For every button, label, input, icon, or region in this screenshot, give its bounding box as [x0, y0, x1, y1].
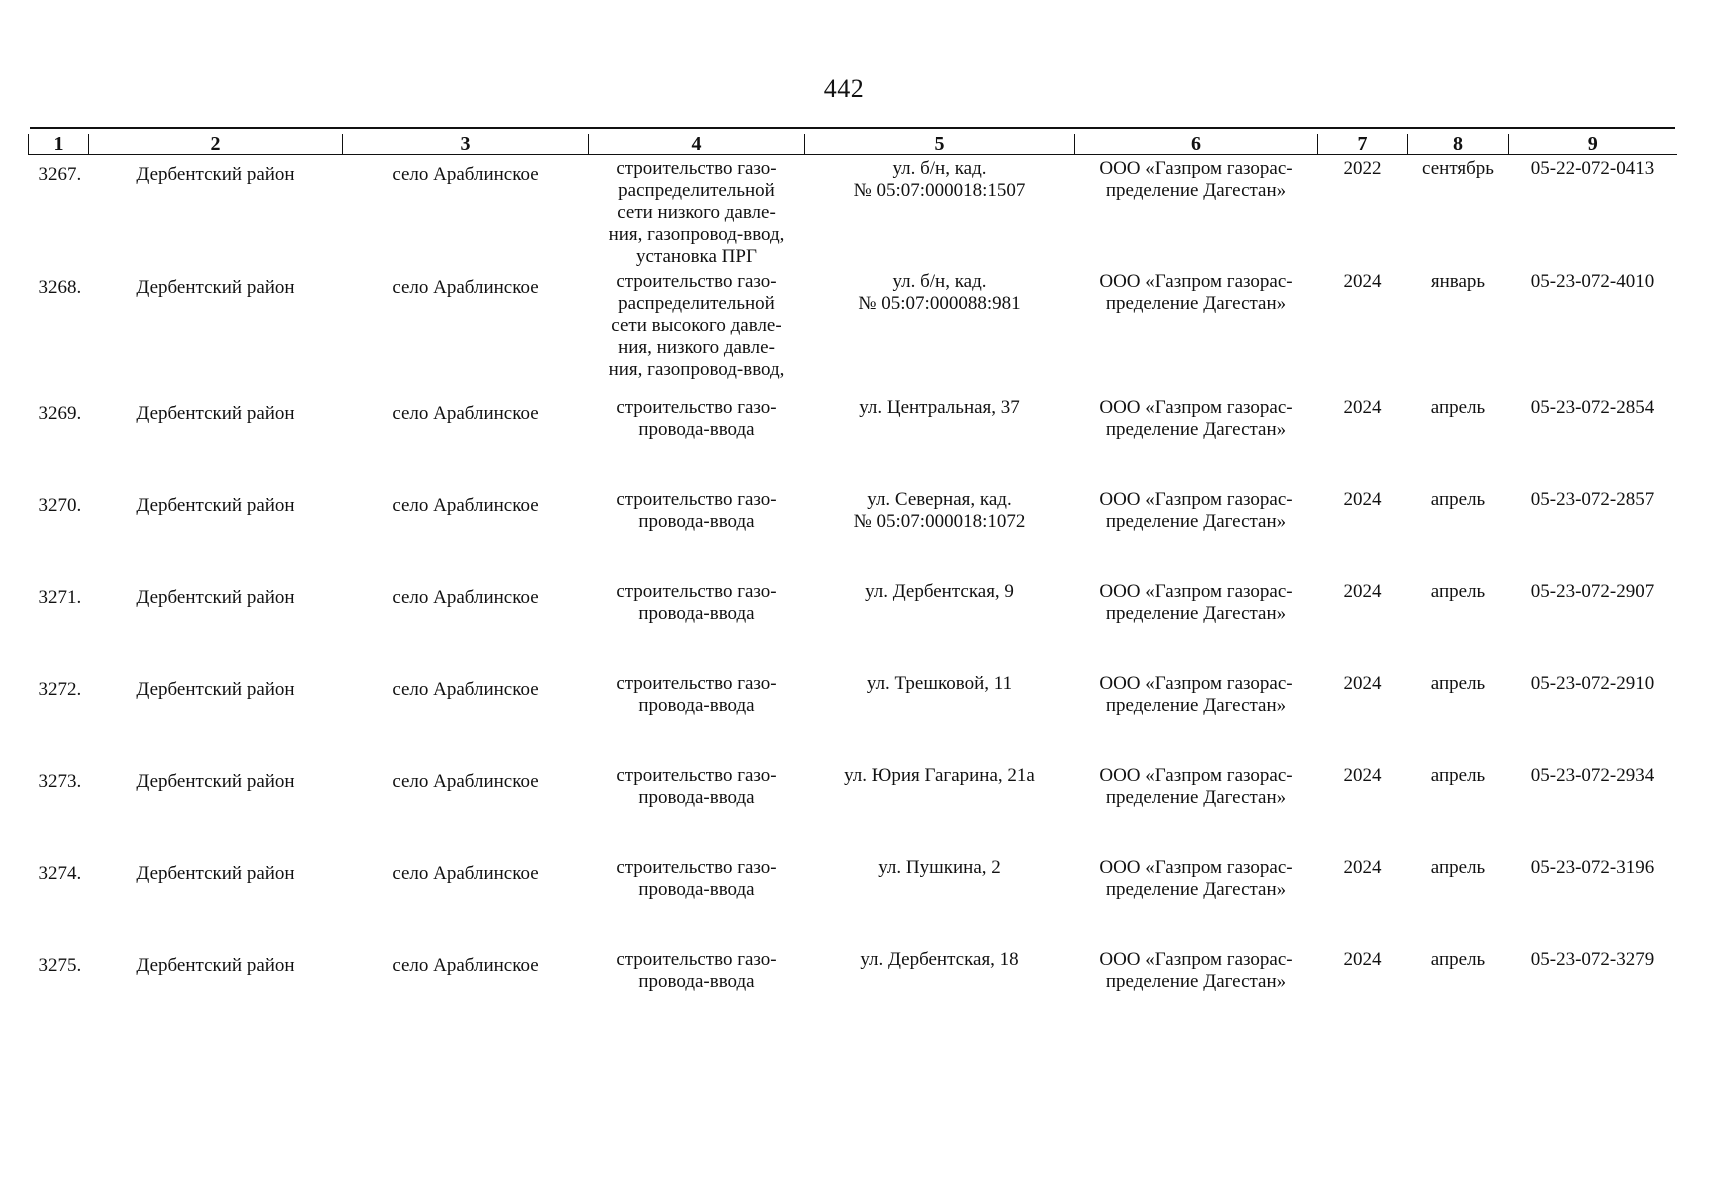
locality-cell-line: село Араблинское [392, 863, 539, 884]
row-number [29, 946, 89, 1038]
register-table [28, 134, 1677, 1038]
address-cell-line: ул. Дербентская, 9 [865, 581, 1014, 602]
code-cell [1509, 268, 1677, 394]
district-cell [89, 946, 343, 1038]
locality-cell-line: село Араблинское [392, 955, 539, 976]
year-cell [1318, 578, 1408, 670]
year-cell [1318, 155, 1408, 269]
address-cell [805, 268, 1075, 394]
work-description-cell [589, 486, 805, 578]
work-description-cell [589, 854, 805, 946]
district-cell-line: Дербентский район [136, 771, 295, 792]
code-cell [1509, 854, 1677, 946]
work-description-cell-line: строительство газо- [616, 949, 777, 970]
column-header-5: 5 [805, 134, 1075, 155]
row-number-line: 3271. [38, 587, 82, 608]
code-cell [1509, 486, 1677, 578]
locality-cell-line: село Араблинское [392, 277, 539, 298]
year-cell-line: 2024 [1343, 857, 1382, 878]
row-number-line: 3275. [38, 955, 82, 976]
organization-cell-line: ООО «Газпром газорас- [1099, 397, 1293, 418]
work-description-cell-line: ния, низкого давле- [618, 337, 775, 358]
month-cell [1408, 946, 1509, 1038]
address-cell [805, 578, 1075, 670]
work-description-cell [589, 670, 805, 762]
address-cell-line: ул. б/н, кад. [892, 158, 987, 179]
locality-cell [343, 670, 589, 762]
locality-cell [343, 578, 589, 670]
work-description-cell-line: провода-ввода [638, 695, 755, 716]
locality-cell [343, 155, 589, 269]
organization-cell-line: ООО «Газпром газорас- [1099, 489, 1293, 510]
work-description-cell-line: строительство газо- [616, 397, 777, 418]
organization-cell-line: пределение Дагестан» [1105, 879, 1287, 900]
table-row [29, 670, 1677, 762]
work-description-cell [589, 394, 805, 486]
address-cell [805, 762, 1075, 854]
organization-cell-line: пределение Дагестан» [1105, 787, 1287, 808]
organization-cell-line: пределение Дагестан» [1105, 603, 1287, 624]
year-cell [1318, 670, 1408, 762]
year-cell-line: 2024 [1343, 489, 1382, 510]
row-number-line: 3269. [38, 403, 82, 424]
organization-cell-line: ООО «Газпром газорас- [1099, 673, 1293, 694]
row-number [29, 394, 89, 486]
district-cell [89, 155, 343, 269]
code-cell-line: 05-23-072-2910 [1530, 673, 1655, 694]
code-cell [1509, 394, 1677, 486]
district-cell-line: Дербентский район [136, 679, 295, 700]
address-cell-line: № 05:07:000088:981 [858, 293, 1021, 314]
district-cell [89, 670, 343, 762]
header-rule [30, 127, 1675, 129]
locality-cell-line: село Араблинское [392, 164, 539, 185]
organization-cell [1075, 268, 1318, 394]
locality-cell-line: село Араблинское [392, 495, 539, 516]
row-number [29, 268, 89, 394]
work-description-cell-line: сети высокого давле- [611, 315, 782, 336]
organization-cell [1075, 578, 1318, 670]
code-cell [1509, 946, 1677, 1038]
organization-cell-line: ООО «Газпром газорас- [1099, 158, 1293, 179]
organization-cell [1075, 394, 1318, 486]
year-cell [1318, 762, 1408, 854]
work-description-cell [589, 155, 805, 269]
code-cell-line: 05-23-072-3196 [1530, 857, 1655, 878]
work-description-cell-line: строительство газо- [616, 857, 777, 878]
code-cell-line: 05-23-072-3279 [1530, 949, 1655, 970]
row-number [29, 762, 89, 854]
address-cell [805, 486, 1075, 578]
month-cell [1408, 578, 1509, 670]
month-cell [1408, 762, 1509, 854]
year-cell [1318, 486, 1408, 578]
organization-cell [1075, 486, 1318, 578]
table-row [29, 578, 1677, 670]
address-cell-line: ул. Трешковой, 11 [866, 673, 1013, 694]
locality-cell [343, 394, 589, 486]
locality-cell [343, 762, 589, 854]
year-cell-line: 2024 [1343, 949, 1382, 970]
locality-cell [343, 486, 589, 578]
organization-cell-line: пределение Дагестан» [1105, 695, 1287, 716]
column-header-1: 1 [29, 134, 89, 155]
address-cell-line: ул. б/н, кад. [892, 271, 987, 292]
table-row [29, 394, 1677, 486]
code-cell [1509, 578, 1677, 670]
work-description-cell-line: строительство газо- [616, 271, 777, 292]
work-description-cell [589, 578, 805, 670]
code-cell-line: 05-23-072-2857 [1530, 489, 1655, 510]
code-cell-line: 05-23-072-2934 [1530, 765, 1655, 786]
address-cell-line: № 05:07:000018:1072 [853, 511, 1026, 532]
work-description-cell-line: провода-ввода [638, 787, 755, 808]
month-cell-line: апрель [1430, 673, 1486, 694]
month-cell-line: апрель [1430, 581, 1486, 602]
row-number-line: 3268. [38, 277, 82, 298]
row-number-line: 3267. [38, 164, 82, 185]
table-row [29, 155, 1677, 269]
month-cell [1408, 486, 1509, 578]
year-cell-line: 2024 [1343, 271, 1382, 292]
code-cell-line: 05-23-072-2907 [1530, 581, 1655, 602]
work-description-cell-line: провода-ввода [638, 603, 755, 624]
organization-cell [1075, 670, 1318, 762]
month-cell [1408, 394, 1509, 486]
year-cell [1318, 946, 1408, 1038]
column-header-8: 8 [1408, 134, 1509, 155]
work-description-cell [589, 946, 805, 1038]
month-cell-line: апрель [1430, 489, 1486, 510]
column-header-2: 2 [89, 134, 343, 155]
organization-cell-line: ООО «Газпром газорас- [1099, 949, 1293, 970]
year-cell-line: 2022 [1343, 158, 1382, 179]
work-description-cell-line: распределительной [618, 293, 775, 314]
month-cell-line: апрель [1430, 949, 1486, 970]
district-cell [89, 762, 343, 854]
organization-cell [1075, 946, 1318, 1038]
work-description-cell-line: строительство газо- [616, 581, 777, 602]
work-description-cell [589, 762, 805, 854]
year-cell-line: 2024 [1343, 765, 1382, 786]
locality-cell [343, 854, 589, 946]
district-cell-line: Дербентский район [136, 587, 295, 608]
district-cell [89, 854, 343, 946]
month-cell-line: сентябрь [1422, 158, 1494, 179]
year-cell [1318, 854, 1408, 946]
address-cell [805, 155, 1075, 269]
table-row [29, 268, 1677, 394]
row-number [29, 578, 89, 670]
district-cell-line: Дербентский район [136, 863, 295, 884]
column-header-7: 7 [1318, 134, 1408, 155]
work-description-cell-line: строительство газо- [616, 489, 777, 510]
table-row [29, 854, 1677, 946]
code-cell-line: 05-23-072-2854 [1530, 397, 1655, 418]
work-description-cell-line: провода-ввода [638, 419, 755, 440]
code-cell-line: 05-22-072-0413 [1530, 158, 1655, 179]
year-cell [1318, 268, 1408, 394]
year-cell [1318, 394, 1408, 486]
column-header-3: 3 [343, 134, 589, 155]
organization-cell-line: ООО «Газпром газорас- [1099, 581, 1293, 602]
column-header-9: 9 [1509, 134, 1677, 155]
district-cell-line: Дербентский район [136, 164, 295, 185]
work-description-cell-line: провода-ввода [638, 971, 755, 992]
address-cell [805, 394, 1075, 486]
address-cell-line: ул. Юрия Гагарина, 21а [844, 765, 1035, 786]
address-cell [805, 854, 1075, 946]
code-cell-line: 05-23-072-4010 [1530, 271, 1655, 292]
work-description-cell-line: провода-ввода [638, 879, 755, 900]
row-number-line: 3274. [38, 863, 82, 884]
month-cell [1408, 670, 1509, 762]
address-cell-line: ул. Северная, кад. [867, 489, 1012, 510]
locality-cell-line: село Араблинское [392, 679, 539, 700]
district-cell-line: Дербентский район [136, 955, 295, 976]
locality-cell-line: село Араблинское [392, 403, 539, 424]
year-cell-line: 2024 [1343, 581, 1382, 602]
district-cell [89, 578, 343, 670]
year-cell-line: 2024 [1343, 397, 1382, 418]
year-cell-line: 2024 [1343, 673, 1382, 694]
table-body [29, 155, 1677, 1039]
table-row [29, 762, 1677, 854]
locality-cell-line: село Араблинское [392, 587, 539, 608]
organization-cell-line: пределение Дагестан» [1105, 180, 1287, 201]
code-cell [1509, 155, 1677, 269]
page-number: 442 [823, 74, 865, 103]
organization-cell [1075, 762, 1318, 854]
district-cell-line: Дербентский район [136, 403, 295, 424]
column-number-row [29, 134, 1677, 155]
locality-cell [343, 268, 589, 394]
column-header-6: 6 [1075, 134, 1318, 155]
table-header [29, 134, 1677, 155]
address-cell [805, 670, 1075, 762]
table-row [29, 946, 1677, 1038]
organization-cell [1075, 155, 1318, 269]
row-number-line: 3272. [38, 679, 82, 700]
month-cell [1408, 854, 1509, 946]
organization-cell-line: пределение Дагестан» [1105, 511, 1287, 532]
organization-cell-line: ООО «Газпром газорас- [1099, 765, 1293, 786]
district-cell-line: Дербентский район [136, 495, 295, 516]
address-cell-line: № 05:07:000018:1507 [853, 180, 1026, 201]
row-number [29, 486, 89, 578]
organization-cell-line: пределение Дагестан» [1105, 419, 1287, 440]
code-cell [1509, 762, 1677, 854]
month-cell-line: январь [1430, 271, 1486, 292]
row-number-line: 3273. [38, 771, 82, 792]
organization-cell [1075, 854, 1318, 946]
work-description-cell-line: ния, газопровод-ввод, [608, 224, 785, 245]
district-cell [89, 486, 343, 578]
address-cell-line: ул. Пушкина, 2 [878, 857, 1001, 878]
column-header-4: 4 [589, 134, 805, 155]
code-cell [1509, 670, 1677, 762]
work-description-cell-line: строительство газо- [616, 158, 777, 179]
work-description-cell [589, 268, 805, 394]
organization-cell-line: пределение Дагестан» [1105, 293, 1287, 314]
row-number-line: 3270. [38, 495, 82, 516]
table-row [29, 486, 1677, 578]
locality-cell-line: село Араблинское [392, 771, 539, 792]
work-description-cell-line: ния, газопровод-ввод, [608, 359, 785, 380]
row-number [29, 155, 89, 269]
work-description-cell-line: установка ПРГ [636, 246, 757, 267]
organization-cell-line: пределение Дагестан» [1105, 971, 1287, 992]
row-number [29, 854, 89, 946]
month-cell [1408, 268, 1509, 394]
organization-cell-line: ООО «Газпром газорас- [1099, 857, 1293, 878]
work-description-cell-line: строительство газо- [616, 765, 777, 786]
address-cell-line: ул. Центральная, 37 [859, 397, 1020, 418]
month-cell [1408, 155, 1509, 269]
address-cell [805, 946, 1075, 1038]
district-cell [89, 394, 343, 486]
month-cell-line: апрель [1430, 765, 1486, 786]
month-cell-line: апрель [1430, 397, 1486, 418]
work-description-cell-line: сети низкого давле- [617, 202, 776, 223]
work-description-cell-line: строительство газо- [616, 673, 777, 694]
work-description-cell-line: провода-ввода [638, 511, 755, 532]
locality-cell [343, 946, 589, 1038]
work-description-cell-line: распределительной [618, 180, 775, 201]
address-cell-line: ул. Дербентская, 18 [860, 949, 1019, 970]
organization-cell-line: ООО «Газпром газорас- [1099, 271, 1293, 292]
row-number [29, 670, 89, 762]
district-cell [89, 268, 343, 394]
month-cell-line: апрель [1430, 857, 1486, 878]
district-cell-line: Дербентский район [136, 277, 295, 298]
